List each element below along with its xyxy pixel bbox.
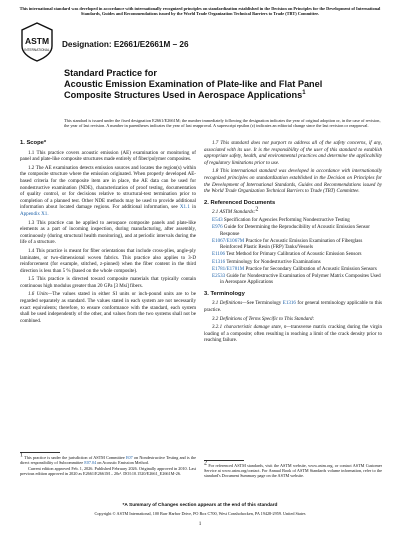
terminology-heading: 3. Terminology bbox=[204, 290, 245, 297]
reference-item bbox=[212, 238, 382, 251]
reference-code-link[interactable]: E1106 bbox=[212, 251, 225, 258]
reference-code-link[interactable]: E976 bbox=[212, 224, 223, 231]
para-1-4: 1.4 This practice is meant for fiber orientations that include cross-plies, angle-ply laminates, or two-dimensional woven fabrics. This practice also applies to 3-D reinforcement (for example, stitched, z-pinned) when the fiber content in the third direction is less than 5 % (based on the whole composite). bbox=[20, 247, 196, 274]
title-footnote-mark[interactable]: 1 bbox=[302, 89, 306, 96]
reference-title: Guide for Nondestructive Examination of Polymer Matrix Composites Used in Aerospace Applications bbox=[220, 272, 381, 286]
astm-standards-label: 2.1 ASTM Standards: bbox=[212, 209, 256, 216]
reference-item bbox=[212, 217, 382, 224]
left-column bbox=[20, 140, 196, 326]
footnote-rule-right bbox=[204, 460, 244, 461]
reference-title: Test Method for Primary Calibration of Acoustic Emission Sensors bbox=[226, 251, 362, 258]
para-3-1-label: 3.1 Definitions— bbox=[212, 300, 247, 307]
reference-item bbox=[212, 273, 382, 286]
link-committee-e07[interactable]: E07 bbox=[125, 455, 133, 460]
title-line-2: Acoustic Emission Examination of Plate-like and Flat Panel bbox=[64, 79, 323, 89]
page-number: 1 bbox=[198, 521, 202, 527]
para-3-1-text: See Terminology bbox=[246, 300, 282, 307]
link-subcommittee-e07-04[interactable]: E07.04 bbox=[84, 460, 97, 466]
para-1-2-mid: in bbox=[192, 204, 197, 211]
title-line-3-text: Composite Structures Used in Aerospace Applications bbox=[64, 90, 303, 100]
para-1-3: 1.3 This practice can be applied to aerospace composite panels and plate-like elements as a part of incoming inspection, during manufacturing, after assembly, continuously (during structural health monitoring), and at periodic intervals during the life of a structure. bbox=[20, 219, 196, 246]
reference-item bbox=[212, 224, 382, 237]
para-1-6-label: 1.6 Units— bbox=[28, 291, 53, 298]
footnote-1-edition: Current edition approved Feb. 1, 2026. Published February 2026. Originally approved in 2010. Last previous edition approved in 2020 as E2661/E2661M – 20ε¹. DOI:10.1520/E2661_E2661M-26. bbox=[20, 466, 196, 477]
para-1-6-text: The values stated in either SI units or inch-pound units are to be regarded separately as standard. The values stated in each system are not necessarily exact equivalents; therefore, to ensure conformance with the standard, each system shall be used independently of the other, and values from the two systems shall not be combined. bbox=[20, 291, 196, 324]
astm-logo-icon bbox=[20, 22, 54, 62]
para-1-6 bbox=[20, 291, 196, 324]
para-1-2-text: 1.2 The AE examination detects emission sources and locates the region(s) within the composite structure where the emission originated. When properly developed AE-based criteria for the composite item are in place, the AE data can be used for nondestructive examination (NDE), characterization of proof testing, documentation of quality control, or for decisions relative to structural-test termination prior to completion of a planned test. Other NDE methods may be used to provide additional information about located damage regions. For additional information, see bbox=[20, 164, 196, 211]
right-column bbox=[204, 140, 382, 346]
reference-code-link[interactable]: E1067/E1067M bbox=[212, 237, 245, 244]
link-x1-1[interactable]: X1.1 bbox=[179, 204, 190, 211]
footnote-2-text: For referenced ASTM standards, visit the ASTM website, www.astm.org, or contact ASTM Customer Service at www.astm.org/contact. For Annual Book of ASTM Standards volume information, refer to the standard's Document Summary page on the ASTM website. bbox=[204, 463, 382, 479]
para-3-2-1-label: 3.2.1 characteristic damage state, n— bbox=[212, 324, 291, 331]
para-3-2-1-text: transverse matrix cracking during the virgin loading of a composite; often resulting in reaching a limit of the crack density prior to reaching failure. bbox=[204, 324, 382, 344]
footnote-2 bbox=[204, 460, 382, 479]
ref-footnote-mark[interactable]: 2 bbox=[255, 206, 259, 213]
reference-title: Practice for Acoustic Emission Examination of Fiberglass Reinforced Plastic Resin (FRP) Tanks/Vessels bbox=[220, 237, 363, 251]
reference-item bbox=[212, 251, 382, 258]
footnote-1-text: This practice is under the jurisdiction of ASTM Committee bbox=[24, 455, 125, 460]
footnote-1 bbox=[20, 452, 197, 477]
reference-title: Practice for Secondary Calibration of Acoustic Emission Sensors bbox=[245, 265, 377, 272]
scope-heading: 1. Scope* bbox=[20, 140, 47, 146]
logo-text: ASTM bbox=[24, 36, 50, 46]
reference-code-link[interactable]: E543 bbox=[212, 216, 223, 223]
summary-of-changes-note: *A Summary of Changes section appears at the end of this standard bbox=[122, 503, 278, 508]
referenced-documents-heading: 2. Referenced Documents bbox=[204, 199, 276, 206]
link-e1316[interactable]: E1316 bbox=[282, 300, 296, 307]
document-header bbox=[20, 22, 380, 66]
para-1-2 bbox=[20, 165, 196, 218]
footnote-1-text-2: on Nondestructive Testing and is the direct responsibility of Subcommittee bbox=[20, 455, 197, 466]
standard-notice: This standard is issued under the fixed designation E2661/E2661M; the number immediately following the designation indicates the year of original adoption or, in the case of revision, the year of last revision. A number in parentheses indicates the year of last reapproval. A superscript epsilon (ε) indicates an editorial change since the last revision or reapproval. bbox=[64, 118, 381, 129]
reference-code-link[interactable]: E2533 bbox=[212, 272, 226, 279]
logo-subtext: INTERNATIONAL bbox=[24, 48, 50, 52]
para-1-7: 1.7 This standard does not purport to address all of the safety concerns, if any, associated with its use. It is the responsibility of the user of this standard to establish appropriate safety, health, and environmental practices and determine the applicability of regulatory limitations prior to use. bbox=[204, 140, 382, 166]
para-3-1-end: for general terminology applicable to this practice. bbox=[204, 300, 382, 314]
footnote-1-mark: 1 bbox=[20, 452, 23, 459]
para-1-8: 1.8 This international standard was developed in accordance with internationally recognized principles on standardization established in the Decision on Principles for the Development of International Standards, Guides and Recommendations issued by the World Trade Organization Technical Barriers to Trade (TBT) Committee. bbox=[204, 168, 382, 195]
document-title bbox=[64, 68, 364, 101]
footnote-2-mark: 2 bbox=[204, 460, 207, 467]
link-appendix-x1[interactable]: Appendix X1. bbox=[20, 210, 49, 217]
reference-title: Guide for Determining the Reproducibility of Acoustic Emission Sensor Response bbox=[220, 224, 370, 237]
wto-notice: This international standard was developed in accordance with internationally recognized principles on standardization established in the Decision on Principles for the Development of International Standards, Guides and Recommendations issued by the World Trade Organization Technical Barriers to Trade (TBT) Committee. bbox=[19, 6, 381, 16]
para-1-5: 1.5 This practice is directed toward composite materials that typically contain continuous high modulus greater than 20 GPa [3 Msi] fibers. bbox=[20, 276, 196, 289]
astm-standards-intro bbox=[204, 206, 382, 216]
reference-list bbox=[204, 217, 382, 286]
designation: Designation: E2661/E2661M – 26 bbox=[62, 40, 189, 49]
para-3-2-1 bbox=[204, 324, 382, 344]
footnote-rule-left bbox=[20, 452, 60, 453]
title-line-1: Standard Practice for bbox=[64, 68, 157, 78]
para-3-2: 3.2 Definitions of Terms Specific to This Standard: bbox=[212, 315, 315, 322]
reference-code-link[interactable]: E1781/E1781M bbox=[212, 265, 245, 272]
reference-item bbox=[212, 266, 382, 273]
copyright-line: Copyright © ASTM International, 100 Barr Harbor Drive, PO Box C700, West Conshohocken, PA 19428-2959. United States bbox=[94, 511, 306, 516]
reference-title: Terminology for Nondestructive Examinations bbox=[226, 258, 321, 265]
reference-title: Specification for Agencies Performing Nondestructive Testing bbox=[223, 216, 350, 223]
title-line-3 bbox=[64, 90, 364, 101]
reference-item bbox=[212, 259, 382, 266]
para-3-1 bbox=[204, 300, 382, 313]
footnote-1-text-3: on Acoustic Emission Method. bbox=[97, 460, 149, 466]
para-1-1: 1.1 This practice covers acoustic emission (AE) examination or monitoring of panel and plate-like composite structures made entirely of fiber/polymer composites. bbox=[20, 149, 196, 163]
reference-code-link[interactable]: E1316 bbox=[212, 258, 226, 265]
